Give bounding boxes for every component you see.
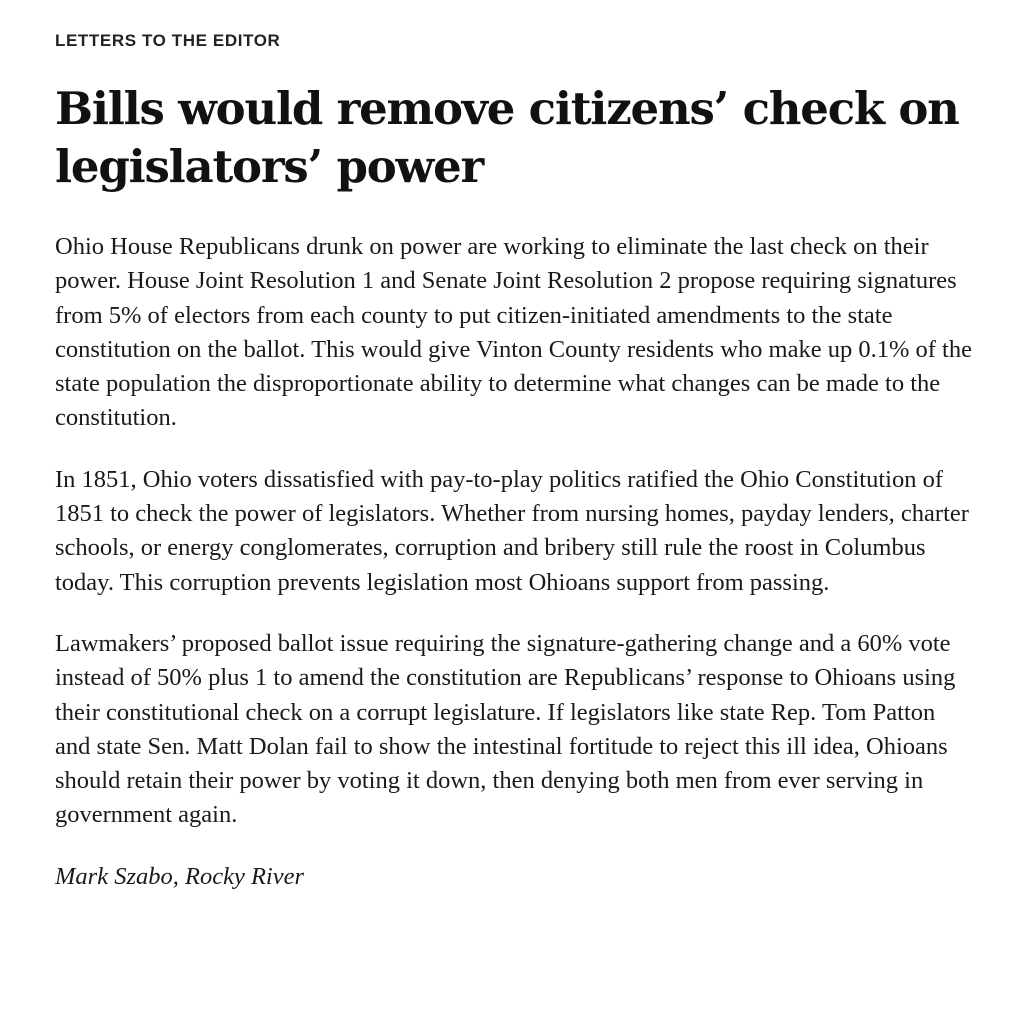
letter-article	[55, 30, 975, 894]
author-signature: Mark Szabo, Rocky River	[55, 862, 304, 890]
body-paragraph-1: Ohio House Republicans drunk on power are working to eliminate the last check on their power. House Joint Resolution 1 and Senate Joint Resolution 2 propose requiring signatures from 5% of electors from each county to put citizen-initiated amendments to the state constitution on the ballot. This would give Vinton County residents who make up 0.1% of the state population the disproportionate ability to determine what changes can be made to the constitution.	[55, 233, 972, 432]
body-paragraph-3: Lawmakers’ proposed ballot issue requiring the signature-gathering change and a 60% vote instead of 50% plus 1 to amend the constitution are Republicans’ response to Ohioans using their constitutional check on a corrupt legislature. If legislators like state Rep. Tom Patton and state Sen. Matt Dolan fail to show the intestinal fortitude to reject this ill idea, Ohioans should retain their power by voting it down, then denying both men from ever serving in government again.	[55, 629, 956, 829]
article-headline: Bills would remove citizens’ check on legislators’ power	[55, 82, 959, 193]
body-paragraph-2: In 1851, Ohio voters dissatisfied with pay-to-play politics ratified the Ohio Constitution of 1851 to check the power of legislators. Whether from nursing homes, payday lenders, charter schools, or energy conglomerates, corruption and bribery still rule the roost in Columbus today. This corruption prevents legislation most Ohioans support from passing.	[55, 465, 969, 596]
article-body	[55, 230, 975, 894]
section-kicker: LETTERS TO THE EDITOR	[55, 31, 281, 50]
